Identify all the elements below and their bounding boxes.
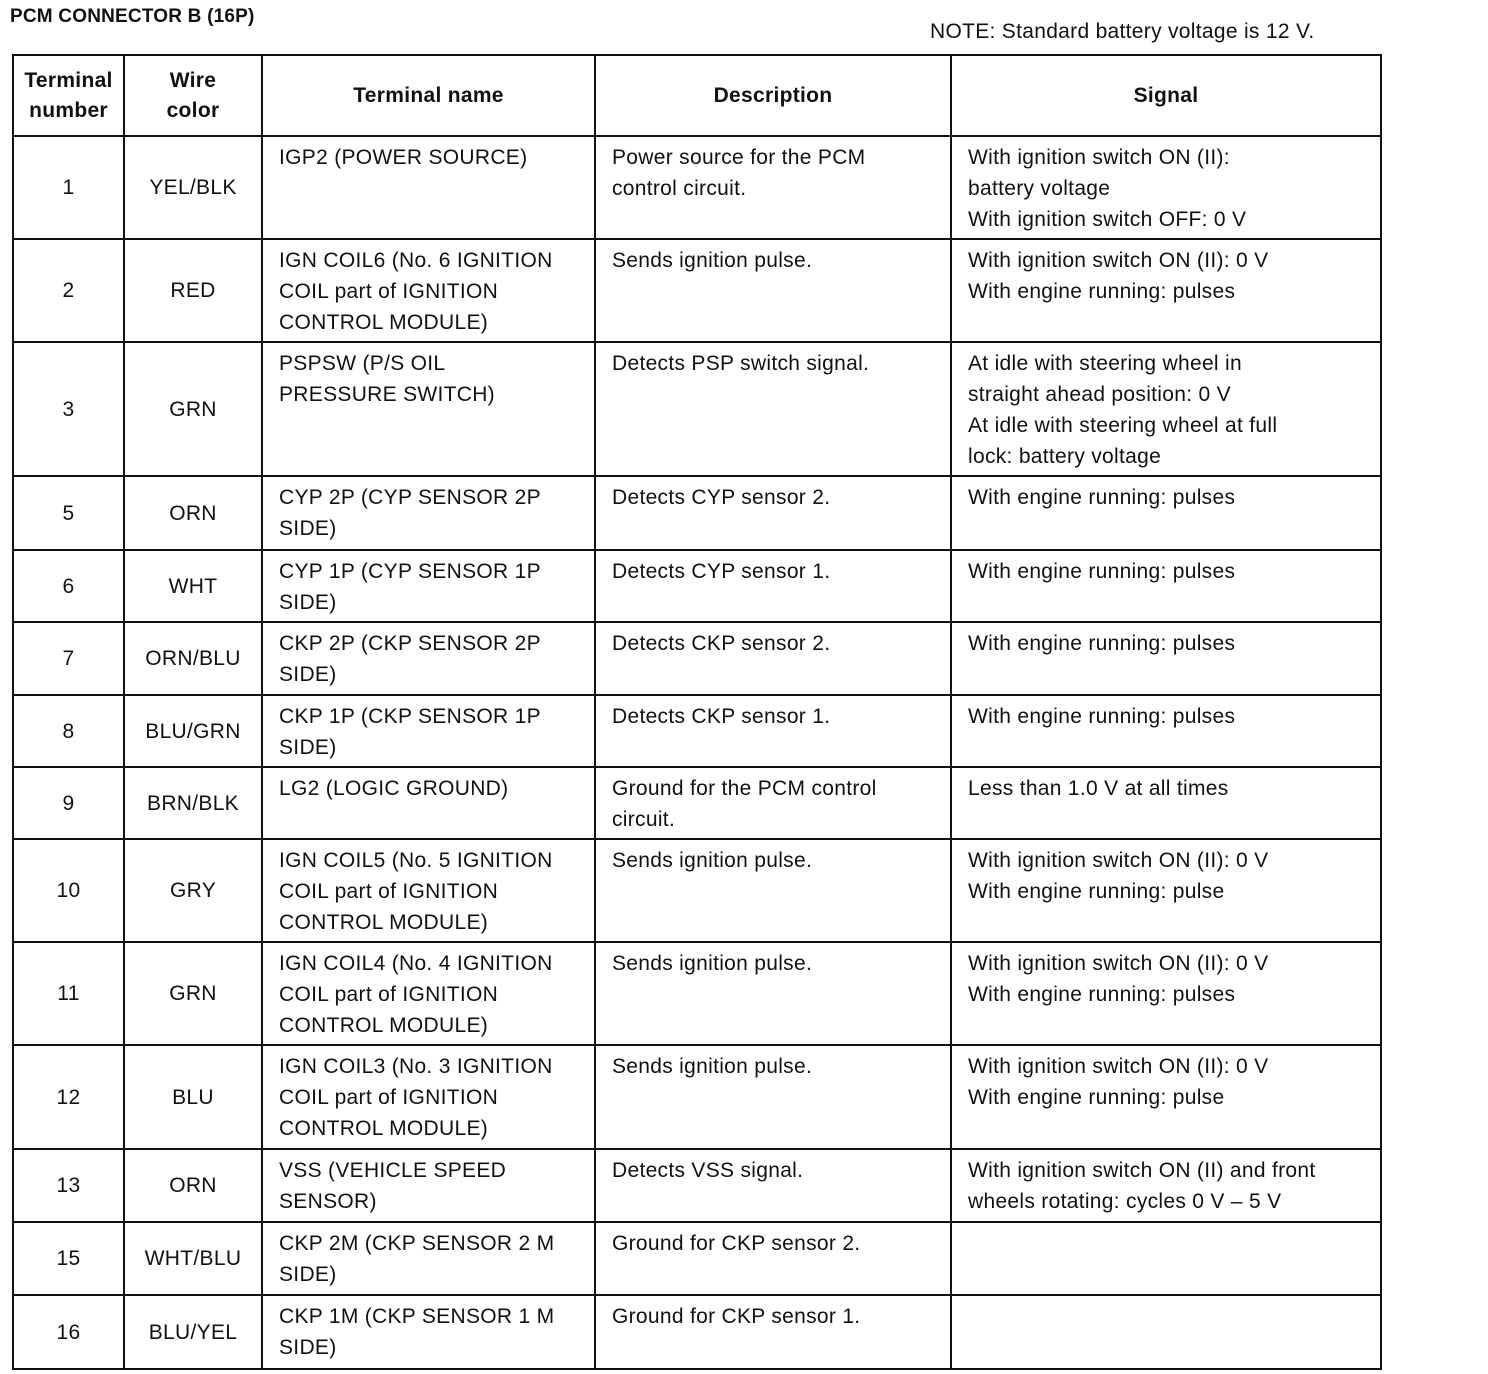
description-cell [595, 550, 951, 622]
terminal-name-cell [262, 239, 595, 342]
terminal-name-cell [262, 1295, 595, 1369]
terminal-name-cell [262, 767, 595, 839]
signal-line: At idle with steering wheel in [968, 352, 1242, 375]
terminal-name-cell [262, 1149, 595, 1222]
description-cell [595, 1149, 951, 1222]
table-row [13, 550, 1381, 622]
terminal-name-line: CKP 1P (CKP SENSOR 1P [279, 705, 541, 728]
table-row [13, 695, 1381, 767]
wire-color-cell: GRN [124, 342, 262, 476]
signal-line: With ignition switch ON (II) and front [968, 1159, 1316, 1182]
signal-line: Less than 1.0 V at all times [968, 777, 1229, 800]
signal-line: With engine running: pulses [968, 486, 1236, 509]
description-cell [595, 136, 951, 239]
signal-line: wheels rotating: cycles 0 V – 5 V [968, 1190, 1282, 1213]
terminal-number-cell: 13 [13, 1149, 124, 1222]
terminal-number-cell: 6 [13, 550, 124, 622]
terminal-name-line: SIDE) [279, 1336, 337, 1359]
signal-cell [951, 1295, 1381, 1369]
signal-line: With engine running: pulses [968, 705, 1236, 728]
signal-line: With ignition switch ON (II): 0 V [968, 1055, 1269, 1078]
terminal-name-line: SENSOR) [279, 1190, 377, 1213]
table-row [13, 239, 1381, 342]
signal-cell [951, 550, 1381, 622]
terminal-number-cell: 11 [13, 942, 124, 1045]
wire-color-cell: BLU/GRN [124, 695, 262, 767]
header-wire-color-line2: color [166, 98, 220, 122]
header-signal: Signal [951, 55, 1381, 136]
signal-line: battery voltage [968, 177, 1111, 200]
signal-line: With engine running: pulses [968, 560, 1236, 583]
terminal-number-cell: 8 [13, 695, 124, 767]
signal-cell [951, 1149, 1381, 1222]
description-cell [595, 767, 951, 839]
terminal-name-line: VSS (VEHICLE SPEED [279, 1159, 507, 1182]
description-cell [595, 342, 951, 476]
table-row [13, 1222, 1381, 1295]
table-row [13, 136, 1381, 239]
terminal-name-line: IGN COIL3 (No. 3 IGNITION [279, 1055, 553, 1078]
terminal-name-cell [262, 695, 595, 767]
terminal-name-line: IGN COIL6 (No. 6 IGNITION [279, 249, 553, 272]
wire-color-cell: RED [124, 239, 262, 342]
description-line: Detects VSS signal. [612, 1159, 804, 1182]
description-cell [595, 1295, 951, 1369]
signal-cell [951, 1222, 1381, 1295]
description-line: control circuit. [612, 177, 747, 200]
table-row [13, 767, 1381, 839]
description-line: circuit. [612, 808, 676, 831]
terminal-name-line: LG2 (LOGIC GROUND) [279, 777, 509, 800]
description-line: Ground for the PCM control [612, 777, 877, 800]
terminal-name-line: SIDE) [279, 1263, 337, 1286]
description-cell [595, 839, 951, 942]
wire-color-cell: GRN [124, 942, 262, 1045]
table-row [13, 622, 1381, 695]
terminal-name-line: COIL part of IGNITION [279, 880, 499, 903]
terminal-name-cell [262, 550, 595, 622]
header-terminal-number-line1: Terminal [24, 68, 113, 92]
page-title: PCM CONNECTOR B (16P) [10, 6, 255, 27]
description-line: Sends ignition pulse. [612, 249, 813, 272]
terminal-name-line: SIDE) [279, 517, 337, 540]
signal-cell [951, 767, 1381, 839]
description-line: Detects CKP sensor 1. [612, 705, 831, 728]
header-terminal-number-line2: number [29, 98, 108, 122]
table-row [13, 839, 1381, 942]
description-line: Detects CYP sensor 2. [612, 486, 831, 509]
signal-line: With engine running: pulses [968, 280, 1236, 303]
description-line: Detects CYP sensor 1. [612, 560, 831, 583]
wire-color-cell: ORN [124, 1149, 262, 1222]
terminal-name-line: SIDE) [279, 736, 337, 759]
signal-cell [951, 342, 1381, 476]
description-cell [595, 695, 951, 767]
wire-color-cell: WHT/BLU [124, 1222, 262, 1295]
table-row [13, 1149, 1381, 1222]
terminal-name-cell [262, 622, 595, 695]
table-header-row [13, 55, 1381, 136]
signal-cell [951, 239, 1381, 342]
terminal-number-cell: 7 [13, 622, 124, 695]
wire-color-cell: BLU/YEL [124, 1295, 262, 1369]
terminal-number-cell: 15 [13, 1222, 124, 1295]
terminal-number-cell: 2 [13, 239, 124, 342]
table-row [13, 476, 1381, 550]
description-cell [595, 476, 951, 550]
wire-color-cell: BRN/BLK [124, 767, 262, 839]
battery-voltage-note: NOTE: Standard battery voltage is 12 V. [930, 20, 1315, 43]
header-terminal-name: Terminal name [262, 55, 595, 136]
description-cell [595, 622, 951, 695]
terminal-name-line: CONTROL MODULE) [279, 1014, 489, 1037]
terminal-number-cell: 9 [13, 767, 124, 839]
wire-color-cell: BLU [124, 1045, 262, 1149]
connector-pin-table [12, 54, 1382, 1370]
description-cell [595, 1045, 951, 1149]
terminal-number-cell: 1 [13, 136, 124, 239]
terminal-name-line: COIL part of IGNITION [279, 983, 499, 1006]
terminal-name-line: IGP2 (POWER SOURCE) [279, 146, 528, 169]
description-line: Ground for CKP sensor 2. [612, 1232, 861, 1255]
description-line: Detects CKP sensor 2. [612, 632, 831, 655]
signal-cell [951, 476, 1381, 550]
terminal-name-line: PSPSW (P/S OIL [279, 352, 446, 375]
description-cell [595, 942, 951, 1045]
terminal-name-line: COIL part of IGNITION [279, 280, 499, 303]
terminal-name-cell [262, 1222, 595, 1295]
terminal-name-cell [262, 476, 595, 550]
signal-line: At idle with steering wheel at full [968, 414, 1278, 437]
terminal-number-cell: 16 [13, 1295, 124, 1369]
signal-line: With engine running: pulses [968, 983, 1236, 1006]
header-wire-color [124, 55, 262, 136]
terminal-name-cell [262, 839, 595, 942]
description-line: Power source for the PCM [612, 146, 866, 169]
terminal-number-cell: 5 [13, 476, 124, 550]
table-row [13, 942, 1381, 1045]
terminal-name-line: SIDE) [279, 663, 337, 686]
terminal-name-cell [262, 1045, 595, 1149]
signal-line: With engine running: pulse [968, 880, 1225, 903]
terminal-name-line: CONTROL MODULE) [279, 911, 489, 934]
terminal-name-line: CKP 2P (CKP SENSOR 2P [279, 632, 541, 655]
terminal-name-line: SIDE) [279, 591, 337, 614]
signal-line: With ignition switch ON (II): [968, 146, 1230, 169]
signal-line: With ignition switch ON (II): 0 V [968, 952, 1269, 975]
description-line: Detects PSP switch signal. [612, 352, 870, 375]
wire-color-cell: YEL/BLK [124, 136, 262, 239]
terminal-number-cell: 10 [13, 839, 124, 942]
description-cell [595, 239, 951, 342]
terminal-name-line: CYP 2P (CYP SENSOR 2P [279, 486, 541, 509]
signal-line: With ignition switch ON (II): 0 V [968, 849, 1269, 872]
table-row [13, 1295, 1381, 1369]
wire-color-cell: GRY [124, 839, 262, 942]
signal-line: lock: battery voltage [968, 445, 1162, 468]
signal-line: With ignition switch OFF: 0 V [968, 208, 1247, 231]
terminal-name-line: CKP 1M (CKP SENSOR 1 M [279, 1305, 555, 1328]
description-line: Sends ignition pulse. [612, 952, 813, 975]
signal-cell [951, 1045, 1381, 1149]
signal-cell [951, 136, 1381, 239]
header-description: Description [595, 55, 951, 136]
signal-line: With ignition switch ON (II): 0 V [968, 249, 1269, 272]
signal-cell [951, 942, 1381, 1045]
description-line: Sends ignition pulse. [612, 849, 813, 872]
terminal-name-line: COIL part of IGNITION [279, 1086, 499, 1109]
wire-color-cell: ORN/BLU [124, 622, 262, 695]
signal-cell [951, 695, 1381, 767]
terminal-number-cell: 3 [13, 342, 124, 476]
table-body [13, 136, 1381, 1369]
wire-color-cell: WHT [124, 550, 262, 622]
terminal-name-line: PRESSURE SWITCH) [279, 383, 495, 406]
terminal-name-line: CONTROL MODULE) [279, 311, 489, 334]
terminal-name-line: CKP 2M (CKP SENSOR 2 M [279, 1232, 555, 1255]
header-terminal-number [13, 55, 124, 136]
header-wire-color-line1: Wire [169, 68, 217, 92]
signal-line: With engine running: pulse [968, 1086, 1225, 1109]
table-row [13, 1045, 1381, 1149]
terminal-name-line: CONTROL MODULE) [279, 1117, 489, 1140]
terminal-name-cell [262, 342, 595, 476]
terminal-number-cell: 12 [13, 1045, 124, 1149]
table-row [13, 342, 1381, 476]
signal-cell [951, 839, 1381, 942]
description-cell [595, 1222, 951, 1295]
signal-line: straight ahead position: 0 V [968, 383, 1231, 406]
terminal-name-line: CYP 1P (CYP SENSOR 1P [279, 560, 541, 583]
terminal-name-cell [262, 942, 595, 1045]
signal-cell [951, 622, 1381, 695]
description-line: Sends ignition pulse. [612, 1055, 813, 1078]
wire-color-cell: ORN [124, 476, 262, 550]
signal-line: With engine running: pulses [968, 632, 1236, 655]
terminal-name-line: IGN COIL5 (No. 5 IGNITION [279, 849, 553, 872]
terminal-name-cell [262, 136, 595, 239]
terminal-name-line: IGN COIL4 (No. 4 IGNITION [279, 952, 553, 975]
description-line: Ground for CKP sensor 1. [612, 1305, 861, 1328]
